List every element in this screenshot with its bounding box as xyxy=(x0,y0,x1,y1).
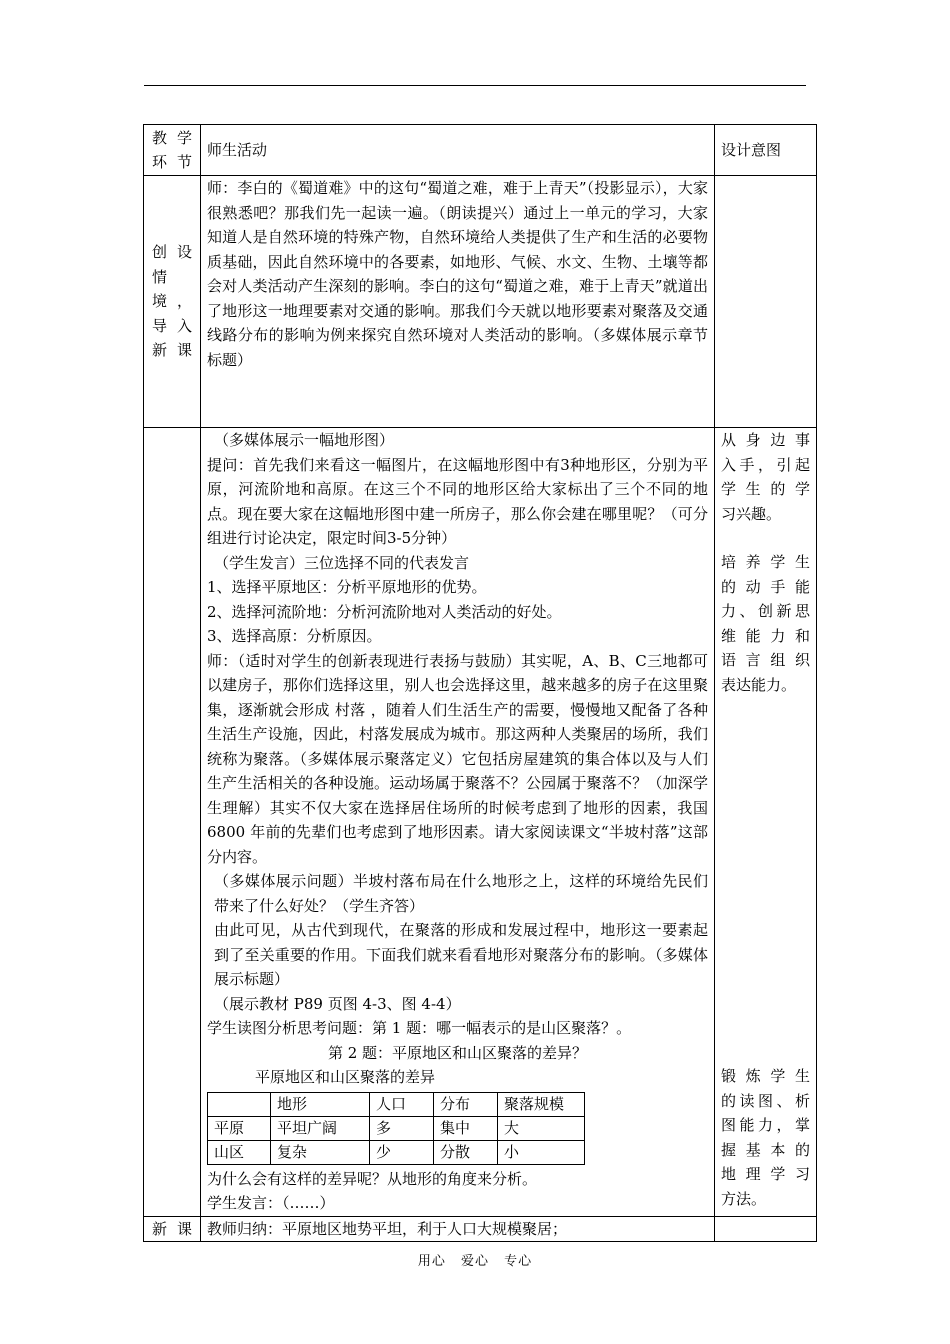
compare-table-caption: 平原地区和山区聚落的差异 xyxy=(255,1068,436,1086)
row-last xyxy=(144,1216,817,1242)
activity-intro: 师：李白的《蜀道难》中的这句“蜀道之难，难于上青天”（投影显示），大家很熟悉吧？那我们先一起读一遍。（朗读提兴）通过上一单元的学习，大家知道人是自然环境的特殊产物，自然环境给人类提供了生产和生活的必要物质基础，因此自然环境中的各要素，如地形、气候、水文、生物、土壤等都会对人类活动产生深刻的影响。李白的这句“蜀道之难，难于上青天”就道出了地形这一地理要素对交通的影响。那我们今天就以地形要素对聚落及交通线路分布的影响为例来探究自然环境对人类活动的影响。（多媒体展示章节标题） xyxy=(201,176,715,428)
lesson-plan-table xyxy=(143,124,817,1242)
header-rule xyxy=(144,85,806,86)
intent-block-1: 从身边事 入手，引起 学生的学 习兴趣。 xyxy=(721,431,810,523)
header-stage: 教学环节 xyxy=(144,125,201,176)
stage-main xyxy=(144,428,201,1217)
page-footer: 用心 爱心 专心 xyxy=(417,1254,533,1269)
compare-table-header: 地形 人口 分布 聚落规模 xyxy=(208,1092,585,1116)
activity-last: 教师归纳：平原地区地势平坦，利于人口大规模聚居； xyxy=(201,1216,715,1242)
stage-intro: 创设 情境， 导入 新课 xyxy=(144,176,201,428)
row-intro xyxy=(144,176,817,428)
intent-last xyxy=(715,1216,817,1242)
header-intent: 设计意图 xyxy=(715,125,817,176)
table-header-row xyxy=(144,125,817,176)
table-row: 平原 平坦广阔 多 集中 大 xyxy=(208,1116,585,1140)
intent-block-3: 锻炼学生 的读图、析 图能力，掌 握基本的 地理学习 方法。 xyxy=(721,1067,810,1208)
intent-block-2: 培养学生 的动手能 力、创新思 维能力和 语言组织 表达能力。 xyxy=(721,553,810,694)
table-row: 山区 复杂 少 分散 小 xyxy=(208,1140,585,1164)
stage-last: 新课 xyxy=(144,1216,201,1242)
compare-table xyxy=(207,1092,585,1165)
intent-intro xyxy=(715,176,817,428)
intent-main xyxy=(715,428,817,1217)
header-activity: 师生活动 xyxy=(201,125,715,176)
row-main xyxy=(144,428,817,1217)
activity-main: （多媒体展示一幅地形图） 提问：首先我们来看这一幅图片，在这幅地形图中有3种地形区，分别为平原，河流阶地和高原。在这三个不同的地形区给大家标出了三个不同的地点。现在要大家在这幅地形图中建一所房子，那么你会建在哪里呢？（可分组进行讨论决定，限定时间3-5分钟） （学生发言）三位选择不同的代表发言 1、选择平原地区：分析平原地形的优势。 2、选择河流阶地：分析河流阶地对人类活动的好处。 3、选择高原：分析原因。 师：（适时对学生的创新表现进行表扬与鼓励）其实呢，A、B、C三地都可以建房子，那你们选择这里，别人也会选择这里，越来越多的房子在这里聚集，逐渐就会形成 村落 ，随着人们生活生产的需要，慢慢地又配备了各种生活生产设施，因此，村落发展成为城市。那这两种人类聚居的场所，我们统称为聚落。（多媒体展示聚落定义）它包括房屋建筑的集合体以及与人们生产生活相关的各种设施。运动场属于聚落不？公园属于聚落不？（加深学生理解）其实不仅大家在选择居住场所的时候考虑到了地形的因素，我国 6800 年前的先辈们也考虑到了地形因素。请大家阅读课文“半坡村落”这部分内容。 （多媒体展示问题）半坡村落布局在什么地形之上，这样的环境给先民们带来了什么好处？（学生齐答） 由此可见，从古代到现代，在聚落的形成和发展过程中，地形这一要素起到了至关重要的作用。下面我们就来看看地形对聚落分布的影响。（多媒体展示标题） （展示教材 P89 页图 4-3、图 4-4） 学生读图分析思考问题：第 1 题：哪一幅表示的是山区聚落？。 第 2 题：平原地区和山区聚落的差异？ 平原地区和山区聚落的差异 地形 人口 分布 聚落规模 平原 平坦广阔 多 集中 大 山区 复杂 少 分散 小 为什么会有这样的差异呢？从地形的角度来分析。 学生发言：（……） xyxy=(201,428,715,1217)
